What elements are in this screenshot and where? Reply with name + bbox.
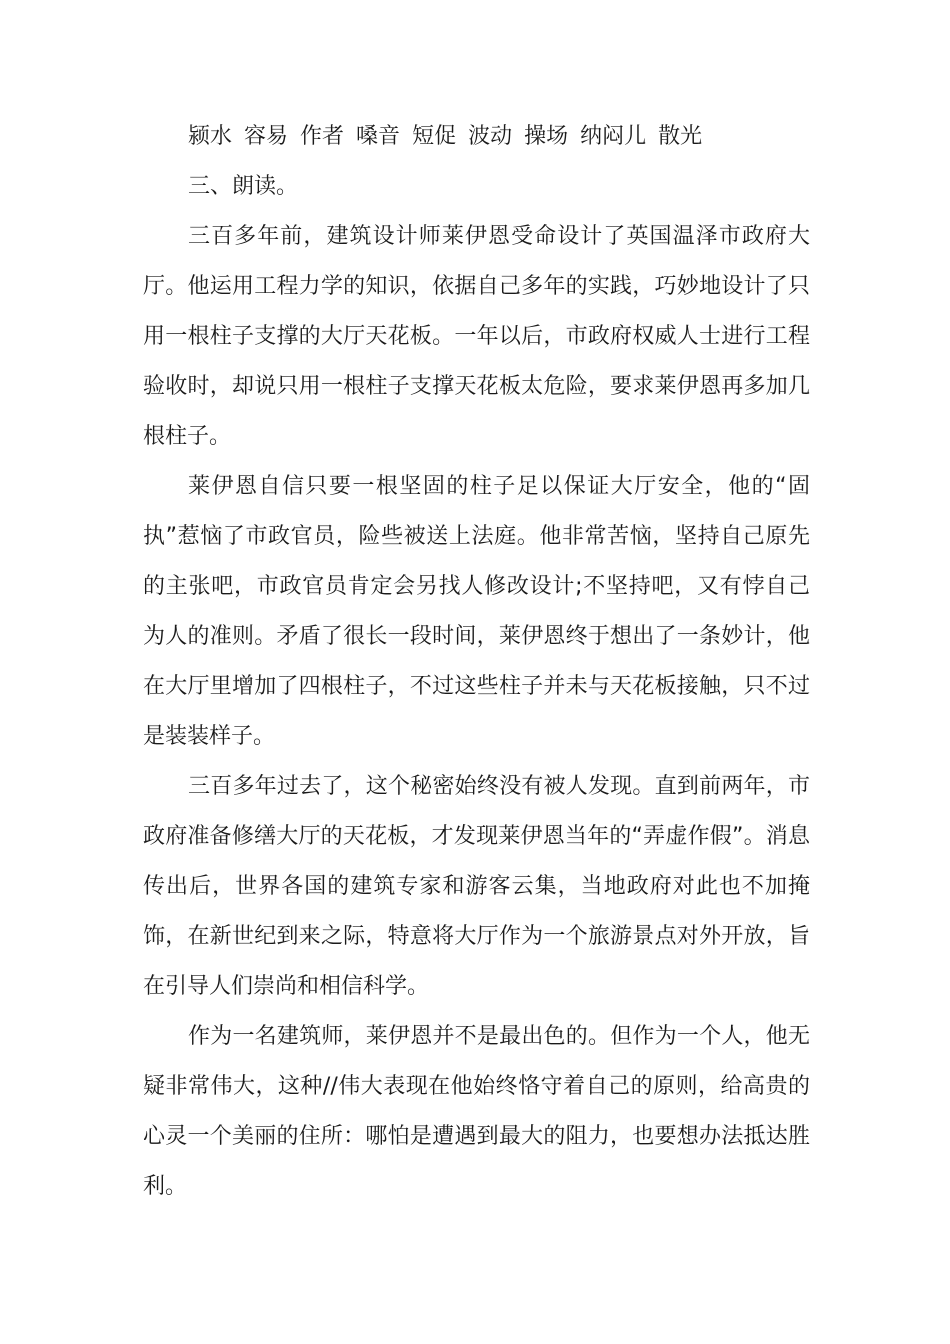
vocab-word: 操场	[524, 124, 569, 149]
paragraph-1: 三百多年前，建筑设计师莱伊恩受命设计了英国温泽市政府大厅。他运用工程力学的知识，依据自己多年的实践，巧妙地设计了只用一根柱子支撑的大厅天花板。一年以后，市政府权威人士进行工程验收时，却说只用一根柱子支撑天花板太危险，要求莱伊恩再多加几根柱子。	[143, 224, 810, 449]
vocab-word: 作者	[300, 124, 345, 149]
vocab-word: 散光	[658, 124, 703, 149]
paragraph-3: 三百多年过去了，这个秘密始终没有被人发现。直到前两年，市政府准备修缮大厅的天花板，才发现莱伊恩当年的“弄虚作假”。消息传出后，世界各国的建筑专家和游客云集，当地政府对此也不加掩饰，在新世纪到来之际，特意将大厅作为一个旅游景点对外开放，旨在引导人们崇尚和相信科学。	[143, 774, 810, 999]
section-heading: 三、朗读。	[188, 174, 299, 199]
vocab-word: 颍水	[188, 124, 233, 149]
vocabulary-line	[143, 112, 810, 162]
vocab-word: 波动	[468, 124, 513, 149]
paragraph-2: 莱伊恩自信只要一根坚固的柱子足以保证大厅安全，他的“固执”惹恼了市政官员，险些被送上法庭。他非常苦恼，坚持自己原先的主张吧，市政官员肯定会另找人修改设计;不坚持吧，又有悖自己为人的准则。矛盾了很长一段时间，莱伊恩终于想出了一条妙计，他在大厅里增加了四根柱子，不过这些柱子并未与天花板接触，只不过是装装样子。	[143, 474, 810, 749]
vocab-word: 短促	[412, 124, 457, 149]
paragraph-4: 作为一名建筑师，莱伊恩并不是最出色的。但作为一个人，他无疑非常伟大，这种//伟大表现在他始终恪守着自己的原则，给高贵的心灵一个美丽的住所：哪怕是遭遇到最大的阻力，也要想办法抵达胜利。	[143, 1024, 810, 1199]
vocab-word: 纳闷儿	[580, 124, 647, 149]
vocab-word: 嗓音	[356, 124, 401, 149]
vocab-word: 容易	[244, 124, 289, 149]
document-body	[143, 112, 810, 1212]
